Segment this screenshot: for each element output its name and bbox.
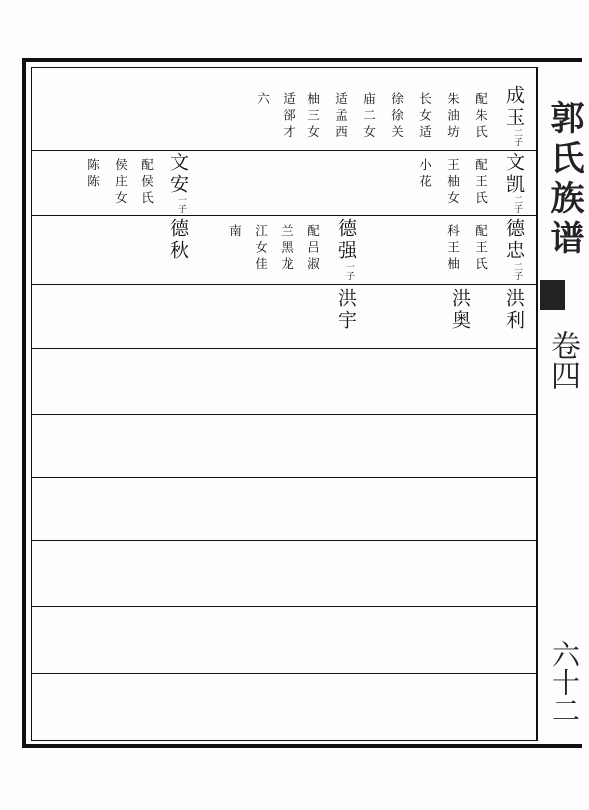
spouse-note: 配侯氏 (139, 158, 155, 208)
genealogy-text: 长女适 (417, 92, 433, 142)
row-divider (31, 673, 536, 674)
volume-label: 卷四 (545, 330, 580, 390)
person-name: 德忠 (503, 218, 525, 262)
genealogy-text: 侯庄女 (113, 158, 129, 208)
genealogy-text: 兰黑龙 (279, 224, 295, 274)
row-divider (31, 477, 536, 478)
genealogy-text: 小花 (417, 158, 433, 191)
genealogy-text: 朱油坊 (445, 92, 461, 142)
genealogy-text: 六 (255, 92, 271, 109)
person-name: 文安 (167, 152, 189, 196)
row-divider (31, 606, 536, 607)
sons-count: 二子 (512, 195, 522, 213)
sons-count: 一子 (176, 195, 186, 213)
person-name: 洪宇 (335, 288, 357, 332)
genealogy-text: 江女佳 (253, 224, 269, 274)
person-name: 文凯 (503, 152, 525, 196)
genealogy-text: 徐徐关 (389, 92, 405, 142)
genealogy-text: 适孟西 (333, 92, 349, 142)
genealogy-text: 陈陈 (85, 158, 101, 191)
spouse-note: 配吕淑 (305, 224, 321, 274)
row-divider (31, 284, 536, 285)
person-name: 德强 (335, 218, 357, 262)
margin-divider (536, 67, 538, 741)
page-number: 六十二 (548, 640, 581, 724)
genealogy-text: 庙二女 (361, 92, 377, 142)
row-divider (31, 540, 536, 541)
person-name: 成玉 (503, 85, 525, 129)
sons-count: 二子 (512, 128, 522, 146)
book-title: 郭氏族谱 (544, 100, 584, 260)
sons-count: 二子 (512, 262, 522, 280)
genealogy-text: 南 (227, 224, 243, 241)
genealogy-text: 王柚女 (445, 158, 461, 208)
person-name: 洪奥 (449, 288, 471, 332)
person-name: 洪利 (503, 288, 525, 332)
spouse-note: 配王氏 (473, 158, 489, 208)
spouse-note: 配王氏 (473, 224, 489, 274)
row-divider (31, 150, 536, 151)
genealogy-text: 适郤才 (281, 92, 297, 142)
genealogy-text: 科王柚 (445, 224, 461, 274)
row-divider (31, 414, 536, 415)
sons-count: 一子 (344, 262, 354, 280)
genealogy-text: 柚三女 (305, 92, 321, 142)
fishtail-mark (540, 280, 565, 310)
row-divider (31, 348, 536, 349)
spouse-note: 配朱氏 (473, 92, 489, 142)
person-name: 德秋 (167, 218, 189, 262)
row-divider (31, 215, 536, 216)
